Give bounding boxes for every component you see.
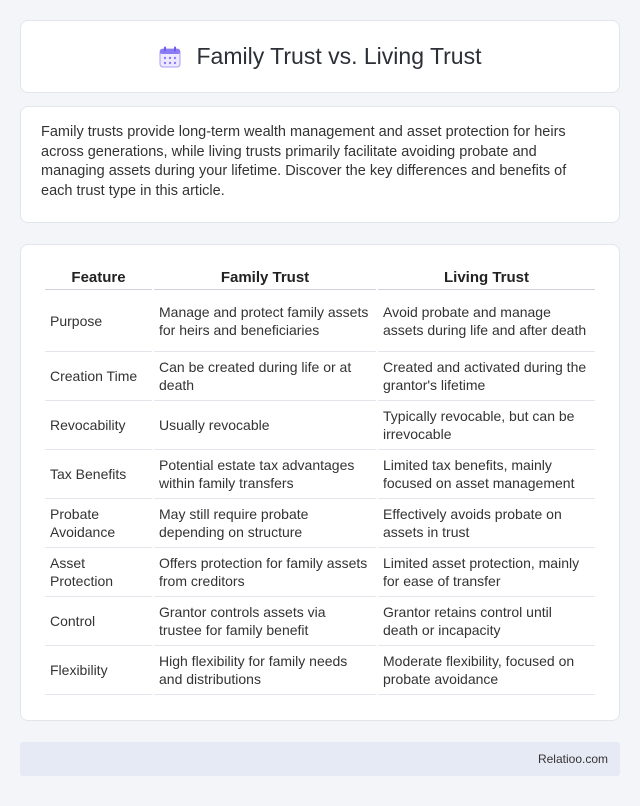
comparison-table-card (20, 244, 620, 721)
row-family-trust: Usually revocable (154, 401, 376, 450)
row-family-trust: Can be created during life or at death (154, 352, 376, 401)
row-living-trust: Created and activated during the grantor's lifetime (378, 352, 595, 401)
header-living-trust: Living Trust (378, 265, 595, 290)
intro-card (20, 106, 620, 223)
row-family-trust: May still require probate depending on structure (154, 499, 376, 548)
row-feature: Probate Avoidance (45, 499, 152, 548)
calendar-icon (158, 45, 182, 69)
row-feature: Control (45, 597, 152, 646)
row-living-trust: Moderate flexibility, focused on probate avoidance (378, 646, 595, 695)
intro-text: Family trusts provide long-term wealth management and asset protection for heirs across generations, while living trusts primarily facilitate avoiding probate and managing assets during your lifetime. Discover the key differences and benefits of each trust type in this article. (41, 124, 567, 199)
page-title: Family Trust vs. Living Trust (196, 43, 482, 69)
table-row (45, 548, 595, 597)
row-living-trust: Avoid probate and manage assets during life and after death (378, 290, 595, 352)
row-family-trust: Offers protection for family assets from creditors (154, 548, 376, 597)
row-feature: Purpose (45, 290, 152, 352)
row-feature: Tax Benefits (45, 450, 152, 499)
row-family-trust: High flexibility for family needs and distributions (154, 646, 376, 695)
header-feature: Feature (45, 265, 152, 290)
table-row (45, 450, 595, 499)
row-living-trust: Effectively avoids probate on assets in trust (378, 499, 595, 548)
comparison-table (43, 265, 597, 695)
title-card (20, 20, 620, 93)
footer (20, 742, 620, 776)
table-row (45, 646, 595, 695)
row-feature: Creation Time (45, 352, 152, 401)
row-family-trust: Potential estate tax advantages within family transfers (154, 450, 376, 499)
table-row (45, 597, 595, 646)
row-family-trust: Grantor controls assets via trustee for family benefit (154, 597, 376, 646)
table-row (45, 499, 595, 548)
table-row (45, 352, 595, 401)
table-row (45, 401, 595, 450)
row-family-trust: Manage and protect family assets for heirs and beneficiaries (154, 290, 376, 352)
footer-brand-link[interactable]: Relatioo.com (537, 752, 608, 766)
table-row (45, 290, 595, 352)
row-feature: Flexibility (45, 646, 152, 695)
table-header-row (45, 265, 595, 290)
row-feature: Asset Protection (45, 548, 152, 597)
row-living-trust: Limited tax benefits, mainly focused on asset management (378, 450, 595, 499)
header-family-trust: Family Trust (154, 265, 376, 290)
row-feature: Revocability (45, 401, 152, 450)
row-living-trust: Limited asset protection, mainly for ease of transfer (378, 548, 595, 597)
row-living-trust: Grantor retains control until death or incapacity (378, 597, 595, 646)
row-living-trust: Typically revocable, but can be irrevocable (378, 401, 595, 450)
